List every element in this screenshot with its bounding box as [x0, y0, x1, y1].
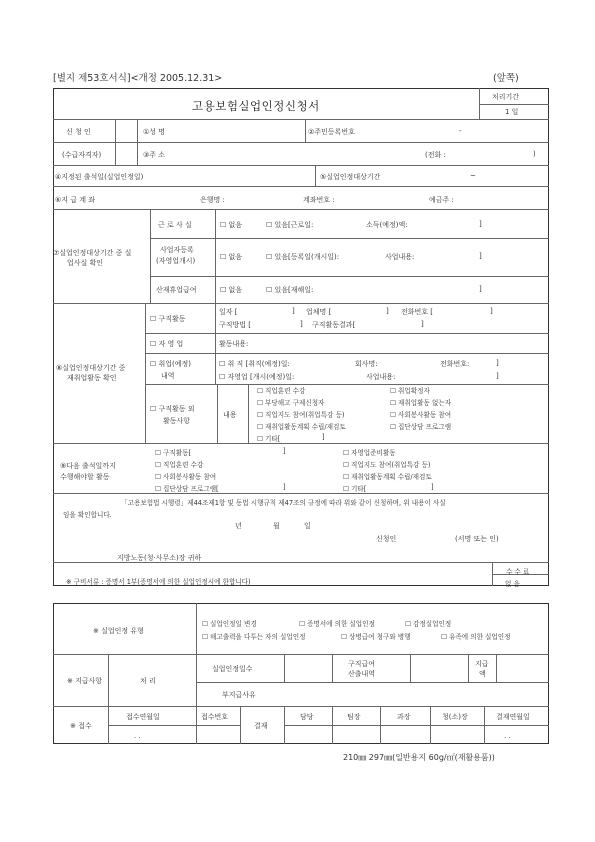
job-search-result-label: 구직활동결과[: [312, 321, 356, 329]
activity-group-counsel-checkbox[interactable]: ☐ 집단상담 프로그램: [390, 423, 452, 431]
benefit-label: 구직급여: [348, 660, 376, 668]
activity-none-checkbox[interactable]: ☐ 재취업활동 없는자: [390, 399, 452, 407]
row7-label-line2: 업사실 확인: [67, 259, 104, 267]
next-other-checkbox[interactable]: ☐ 기타[: [343, 485, 367, 493]
job-search-method-close: ]: [300, 320, 303, 328]
employment-checkbox[interactable]: ☐ 취업(예정): [150, 360, 192, 368]
target-period-separator: ~: [470, 172, 476, 180]
job-search-company-close: ]: [386, 307, 389, 315]
self-employed-close: ]: [496, 372, 499, 380]
receipt-date-label: 접수연월일: [126, 713, 160, 721]
address-label: ③주 소: [143, 151, 166, 159]
job-search-method-label: 구직방법 [: [219, 321, 252, 329]
activity-confirmed-checkbox[interactable]: ☐ 취업확정자: [390, 387, 430, 395]
paper-spec: 210㎜ 297㎜(일반용지 60g/㎡(재활용품)): [343, 753, 495, 762]
addressee: 지방노동(청·사무소)장 귀하: [117, 554, 202, 562]
account-holder-label: 예금주 :: [429, 196, 454, 204]
activity-guidance-checkbox[interactable]: ☐ 직업지도 참여(취업특강 등): [257, 411, 345, 419]
next-volunteer-checkbox[interactable]: ☐ 사회봉사활동 참여: [155, 473, 217, 481]
business-close: ]: [479, 252, 482, 260]
accident-none-checkbox[interactable]: ☐ 없음: [220, 286, 243, 294]
accident-close: ]: [479, 285, 482, 293]
receipt-date-placeholder: . .: [134, 732, 141, 740]
activity-other-close: ]: [322, 433, 325, 441]
phone-close: ): [533, 150, 536, 158]
job-search-date-label: 일자 [: [219, 308, 238, 316]
job-search-date-close: ]: [292, 307, 295, 315]
job-search-checkbox[interactable]: ☐ 구직활동: [150, 315, 186, 323]
team-leader-label: 팀장: [347, 713, 361, 721]
applicant-label: 신 청 인: [66, 128, 91, 136]
benefit-calc-label: 산출내역: [348, 670, 376, 678]
next-group-counsel-checkbox[interactable]: ☐ 집단상담 프로그램[: [155, 485, 219, 493]
form-title: 고용보험실업인정신청서: [192, 99, 320, 113]
type-reduced-checkbox[interactable]: ☐ 감정실업인정: [405, 620, 452, 628]
page-side-label: (앞쪽): [493, 73, 519, 84]
approval-label: 결재: [254, 722, 268, 730]
nonpayment-reason-label: 부지급사유: [222, 691, 256, 699]
payment-amount-label: 지급: [475, 660, 489, 668]
processing-period-value: 1 일: [505, 108, 519, 116]
next-self-employ-checkbox[interactable]: ☐ 자영업준비활동: [343, 449, 396, 457]
date-year-label: 년: [235, 522, 242, 530]
employment-sublabel: 내역: [161, 372, 175, 380]
phone-label: (전화 :: [425, 151, 446, 159]
work-income-label: 소득(예정)액:: [366, 221, 408, 229]
section-chief-label: 과장: [397, 713, 411, 721]
row9-label-line2: 수행해야할 활동: [60, 473, 110, 481]
type-sickness-checkbox[interactable]: ☐ 상병급여 청구와 병행: [341, 633, 411, 641]
work-fact-yes-checkbox[interactable]: ☐ 있음[근로일:: [266, 221, 314, 229]
payment-details-label: ※ 지급사항: [67, 677, 103, 685]
activity-training-checkbox[interactable]: ☐ 직업훈련 수강: [257, 387, 306, 395]
self-employment-content-label: 활동내용:: [219, 340, 249, 348]
recognized-days-label: 실업인정일수: [212, 665, 253, 673]
office-head-label: 청(소)장: [442, 713, 468, 721]
type-dismissal-dispute-checkbox[interactable]: ☐ 해고출력을 다투는 자의 실업인정: [202, 633, 306, 641]
payment-account-label: ⑥지 급 계 좌: [55, 196, 95, 204]
activity-plan-checkbox[interactable]: ☐ 재취업활동계획 수립/재검토: [257, 423, 346, 431]
other-activity-checkbox[interactable]: ☐ 구직활동 외: [150, 405, 195, 413]
type-certificate-checkbox[interactable]: ☐ 증명서에 의한 실업인정: [299, 620, 375, 628]
approval-date-label: 결재연월일: [496, 713, 530, 721]
type-survivor-checkbox[interactable]: ☐ 유족에 의한 실업인정: [441, 633, 511, 641]
work-fact-close: ]: [479, 220, 482, 228]
work-fact-label: 근 로 사 실: [158, 221, 192, 229]
accident-yes-checkbox[interactable]: ☐ 있음[재해일:: [266, 286, 314, 294]
work-fact-none-checkbox[interactable]: ☐ 없음: [220, 221, 243, 229]
self-employed-content-label: 사업내용:: [366, 373, 396, 381]
receipt-number-label: 접수번호: [201, 713, 229, 721]
job-phone-label: 전화번호:: [440, 360, 470, 368]
next-training-checkbox[interactable]: ☐ 직업훈련 수강: [155, 461, 204, 469]
date-day-label: 일: [304, 522, 311, 530]
business-reg-label: 사업자등록: [160, 246, 194, 254]
next-plan-checkbox[interactable]: ☐ 재취업활동계획 수립/재검토: [343, 473, 432, 481]
self-employed-checkbox[interactable]: ☐ 자영업 [개시(예정)일:: [219, 373, 295, 381]
receipt-label: ※ 접수: [70, 722, 92, 730]
bank-name-label: 은행명 :: [200, 196, 225, 204]
business-content-label: 사업내용:: [385, 253, 415, 261]
job-search-phone-close: ]: [490, 307, 493, 315]
job-close: ]: [496, 359, 499, 367]
processing-period-label: 처리기간: [492, 93, 520, 101]
other-activity-sublabel: 활동사항: [163, 417, 191, 425]
activity-unfair-dismissal-checkbox[interactable]: ☐ 부당해고 구제신청자: [257, 399, 325, 407]
fee-value: 없 음: [505, 580, 520, 588]
business-reg-sublabel: (자영업개시): [156, 257, 196, 265]
activity-volunteer-checkbox[interactable]: ☐ 사회봉사활동 참여: [390, 411, 452, 419]
signature-label: (서명 또는 인): [455, 535, 499, 543]
target-period-label: ⑤실업인정대상기간: [320, 173, 381, 181]
job-search-company-label: 업체명 [: [306, 308, 332, 316]
next-guidance-checkbox[interactable]: ☐ 직업지도 참여(취업특강 등): [343, 461, 431, 469]
payment-amount-sublabel: 액: [479, 670, 486, 678]
job-search-phone-label: 전화번호 [: [401, 308, 434, 316]
row7-label-line1: ⑦실업인정대상기간 중 실: [53, 249, 132, 257]
next-group-counsel-close: ]: [283, 483, 286, 491]
date-month-label: 월: [273, 522, 280, 530]
applicant-sublabel: (수급자격자): [62, 151, 102, 159]
form-main-table: [53, 88, 549, 586]
row8-label-line1: ⑧실업인정대상기간 중: [56, 364, 126, 372]
form-number: [별지 제53호서식]<개정 2005.12.31>: [53, 73, 223, 84]
industrial-accident-label: 산재휴업급여: [156, 286, 197, 294]
fee-label: 수 수 료: [506, 568, 530, 576]
job-placement-checkbox[interactable]: ☐ 취 직 [취직(예정)일:: [219, 360, 290, 368]
row9-label-line1: ⑨다음 출석일까지: [60, 462, 116, 470]
job-company-label: 회사명:: [355, 360, 378, 368]
processing-label: 처 리: [140, 677, 156, 685]
applicant-sign-label: 신청인: [376, 535, 397, 543]
other-content-label: 내용: [223, 411, 237, 419]
job-search-result-close: ]: [421, 320, 424, 328]
business-yes-checkbox[interactable]: ☐ 있음[등록일(개시일):: [266, 253, 340, 261]
name-label: ①성 명: [143, 128, 166, 136]
self-employment-checkbox[interactable]: ☐ 자 영 업: [150, 340, 184, 348]
declaration-line2: 임을 확인합니다.: [63, 511, 112, 519]
declaration-line1: 「고용보험법 시행령」제44조제1항 및 동법 시행규칙 제47조의 규정에 따라 위와 같이 신청하며, 위 내용이 사실: [121, 499, 446, 507]
activity-other-checkbox[interactable]: ☐ 기타[: [257, 435, 281, 443]
next-job-search-close: ]: [283, 447, 286, 455]
designated-attendance-label: ④지정된 출석일(실업인정일): [55, 173, 144, 181]
type-date-change-checkbox[interactable]: ☐ 실업인정일 변경: [202, 620, 257, 628]
business-none-checkbox[interactable]: ☐ 없음: [220, 253, 243, 261]
next-job-search-checkbox[interactable]: ☐ 구직활동[: [155, 449, 192, 457]
recognition-type-label: ※ 실업인정 유형: [93, 627, 144, 635]
approval-date-placeholder: . .: [504, 732, 511, 740]
required-documents: ※ 구비서류 : 증명서 1부(증명서에 의한 실업인정시에 한합니다): [66, 578, 251, 586]
rrn-label: ②주민등록번호: [308, 128, 355, 136]
account-number-label: 계좌번호 :: [303, 196, 335, 204]
next-other-close: ]: [431, 483, 434, 491]
staff-in-charge-label: 담당: [300, 713, 314, 721]
row8-label-line2: 재취업활동 확인: [67, 374, 117, 382]
rrn-separator: -: [459, 127, 462, 135]
